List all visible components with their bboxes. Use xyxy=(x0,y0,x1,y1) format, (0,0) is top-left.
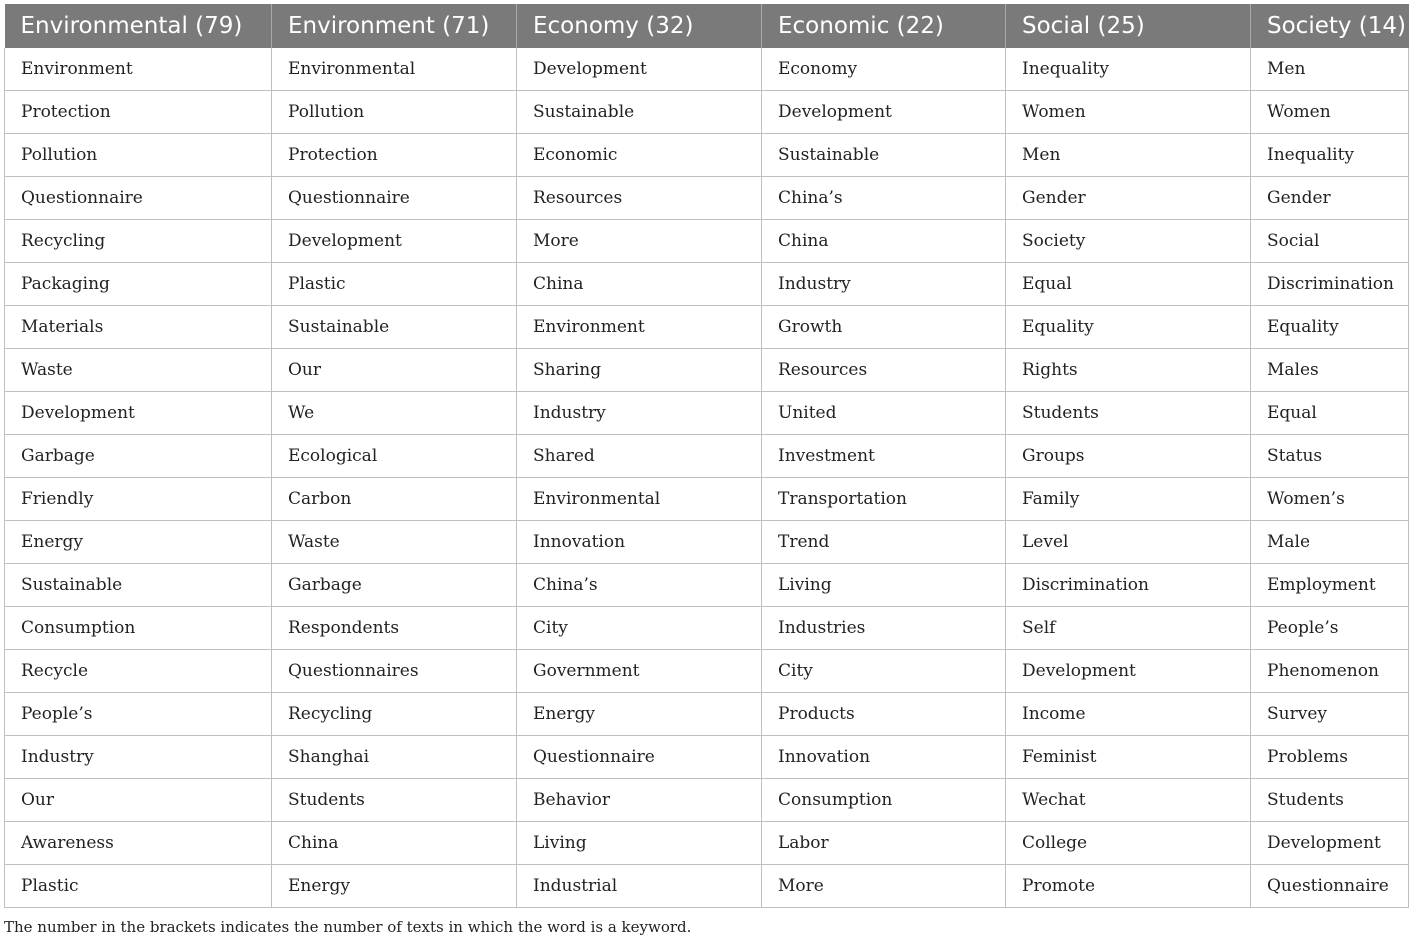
table-cell: Government xyxy=(517,650,762,693)
table-cell: Men xyxy=(1006,134,1251,177)
table-cell: Social xyxy=(1251,220,1409,263)
table-cell: Investment xyxy=(762,435,1006,478)
table-cell: Industry xyxy=(762,263,1006,306)
table-row xyxy=(5,521,1409,564)
table-cell: Women xyxy=(1251,91,1409,134)
table-cell: Awareness xyxy=(5,822,272,865)
table-row xyxy=(5,779,1409,822)
column-header: Social (25) xyxy=(1006,4,1251,48)
table-cell: Women’s xyxy=(1251,478,1409,521)
table-cell: China xyxy=(272,822,517,865)
table-cell: Questionnaire xyxy=(5,177,272,220)
table-cell: Our xyxy=(272,349,517,392)
table-cell: Our xyxy=(5,779,272,822)
table-cell: Energy xyxy=(272,865,517,908)
table-row xyxy=(5,822,1409,865)
table-cell: Plastic xyxy=(272,263,517,306)
table-row xyxy=(5,693,1409,736)
table-footnote: The number in the brackets indicates the number of texts in which the word is a keyword. xyxy=(4,918,692,936)
table-cell: Development xyxy=(1006,650,1251,693)
column-header: Economy (32) xyxy=(517,4,762,48)
table-cell: Employment xyxy=(1251,564,1409,607)
column-header: Society (14) xyxy=(1251,4,1409,48)
table-cell: Plastic xyxy=(5,865,272,908)
table-cell: Economy xyxy=(762,48,1006,91)
table-cell: Garbage xyxy=(272,564,517,607)
table-row xyxy=(5,392,1409,435)
table-cell: Sustainable xyxy=(5,564,272,607)
table-cell: Rights xyxy=(1006,349,1251,392)
table-cell: United xyxy=(762,392,1006,435)
table-cell: Respondents xyxy=(272,607,517,650)
table-cell: Equal xyxy=(1006,263,1251,306)
table-cell: Students xyxy=(1251,779,1409,822)
table-cell: Industries xyxy=(762,607,1006,650)
table-cell: Consumption xyxy=(762,779,1006,822)
table-cell: Equality xyxy=(1251,306,1409,349)
table-cell: Status xyxy=(1251,435,1409,478)
table-cell: Environment xyxy=(517,306,762,349)
table-cell: Sustainable xyxy=(272,306,517,349)
table-cell: China’s xyxy=(762,177,1006,220)
table-row xyxy=(5,48,1409,91)
table-cell: Industry xyxy=(517,392,762,435)
keyword-table xyxy=(4,4,1409,908)
table-row xyxy=(5,607,1409,650)
table-cell: Transportation xyxy=(762,478,1006,521)
table-cell: Development xyxy=(5,392,272,435)
table-cell: Innovation xyxy=(762,736,1006,779)
table-cell: Discrimination xyxy=(1006,564,1251,607)
table-cell: Living xyxy=(517,822,762,865)
table-cell: Wechat xyxy=(1006,779,1251,822)
table-cell: Inequality xyxy=(1251,134,1409,177)
table-row xyxy=(5,349,1409,392)
table-cell: Protection xyxy=(5,91,272,134)
table-cell: Equal xyxy=(1251,392,1409,435)
table-cell: People’s xyxy=(5,693,272,736)
table-cell: Pollution xyxy=(272,91,517,134)
table-row xyxy=(5,220,1409,263)
table-cell: Development xyxy=(762,91,1006,134)
table-row xyxy=(5,91,1409,134)
table-cell: Recycling xyxy=(272,693,517,736)
table-cell: Men xyxy=(1251,48,1409,91)
table-cell: Phenomenon xyxy=(1251,650,1409,693)
table-cell: China’s xyxy=(517,564,762,607)
table-cell: Economic xyxy=(517,134,762,177)
table-cell: Questionnaire xyxy=(1251,865,1409,908)
table-cell: Waste xyxy=(5,349,272,392)
table-cell: People’s xyxy=(1251,607,1409,650)
table-cell: Level xyxy=(1006,521,1251,564)
table-cell: Materials xyxy=(5,306,272,349)
table-cell: Resources xyxy=(517,177,762,220)
table-cell: Recycle xyxy=(5,650,272,693)
table-cell: Development xyxy=(517,48,762,91)
table-row xyxy=(5,865,1409,908)
table-cell: Shanghai xyxy=(272,736,517,779)
table-cell: Environmental xyxy=(272,48,517,91)
table-cell: Gender xyxy=(1006,177,1251,220)
table-cell: Labor xyxy=(762,822,1006,865)
table-cell: Self xyxy=(1006,607,1251,650)
table-cell: Growth xyxy=(762,306,1006,349)
table-cell: Family xyxy=(1006,478,1251,521)
table-cell: Resources xyxy=(762,349,1006,392)
table-cell: Promote xyxy=(1006,865,1251,908)
table-cell: Shared xyxy=(517,435,762,478)
table-cell: Males xyxy=(1251,349,1409,392)
table-cell: Male xyxy=(1251,521,1409,564)
table-cell: Questionnaire xyxy=(272,177,517,220)
table-row xyxy=(5,306,1409,349)
table-cell: Problems xyxy=(1251,736,1409,779)
table-cell: Sharing xyxy=(517,349,762,392)
table-cell: College xyxy=(1006,822,1251,865)
table-row xyxy=(5,134,1409,177)
table-cell: Survey xyxy=(1251,693,1409,736)
table-row xyxy=(5,263,1409,306)
table-cell: Consumption xyxy=(5,607,272,650)
table-cell: Environment xyxy=(5,48,272,91)
table-cell: Income xyxy=(1006,693,1251,736)
table-cell: Equality xyxy=(1006,306,1251,349)
table-cell: Questionnaire xyxy=(517,736,762,779)
table-body xyxy=(5,48,1409,908)
table-cell: Products xyxy=(762,693,1006,736)
table-cell: Friendly xyxy=(5,478,272,521)
table-cell: Discrimination xyxy=(1251,263,1409,306)
table-cell: Packaging xyxy=(5,263,272,306)
table-cell: Industry xyxy=(5,736,272,779)
table-cell: Society xyxy=(1006,220,1251,263)
table-cell: China xyxy=(517,263,762,306)
table-cell: City xyxy=(517,607,762,650)
table-row xyxy=(5,736,1409,779)
table-cell: Energy xyxy=(517,693,762,736)
table-cell: Inequality xyxy=(1006,48,1251,91)
table-cell: Development xyxy=(272,220,517,263)
table-cell: Garbage xyxy=(5,435,272,478)
table-cell: Carbon xyxy=(272,478,517,521)
table-cell: Energy xyxy=(5,521,272,564)
table-cell: City xyxy=(762,650,1006,693)
table-row xyxy=(5,564,1409,607)
table-cell: Recycling xyxy=(5,220,272,263)
table-row xyxy=(5,650,1409,693)
table-cell: Environmental xyxy=(517,478,762,521)
table-cell: Behavior xyxy=(517,779,762,822)
table-row xyxy=(5,435,1409,478)
table-cell: Trend xyxy=(762,521,1006,564)
table-header xyxy=(5,4,1409,48)
table-cell: Questionnaires xyxy=(272,650,517,693)
column-header: Environmental (79) xyxy=(5,4,272,48)
table-cell: Students xyxy=(1006,392,1251,435)
column-header: Economic (22) xyxy=(762,4,1006,48)
column-header: Environment (71) xyxy=(272,4,517,48)
table-cell: Living xyxy=(762,564,1006,607)
table-cell: Development xyxy=(1251,822,1409,865)
table-cell: Sustainable xyxy=(762,134,1006,177)
table-row xyxy=(5,478,1409,521)
table-cell: Gender xyxy=(1251,177,1409,220)
table-cell: We xyxy=(272,392,517,435)
table-cell: More xyxy=(517,220,762,263)
table-cell: Innovation xyxy=(517,521,762,564)
table-cell: Protection xyxy=(272,134,517,177)
table-cell: Industrial xyxy=(517,865,762,908)
table-row xyxy=(5,177,1409,220)
table-cell: Ecological xyxy=(272,435,517,478)
header-row xyxy=(5,4,1409,48)
table-cell: Pollution xyxy=(5,134,272,177)
table-cell: Groups xyxy=(1006,435,1251,478)
table-cell: China xyxy=(762,220,1006,263)
table-cell: Sustainable xyxy=(517,91,762,134)
table-cell: Feminist xyxy=(1006,736,1251,779)
table-cell: Students xyxy=(272,779,517,822)
table-cell: Women xyxy=(1006,91,1251,134)
table-cell: More xyxy=(762,865,1006,908)
table-cell: Waste xyxy=(272,521,517,564)
